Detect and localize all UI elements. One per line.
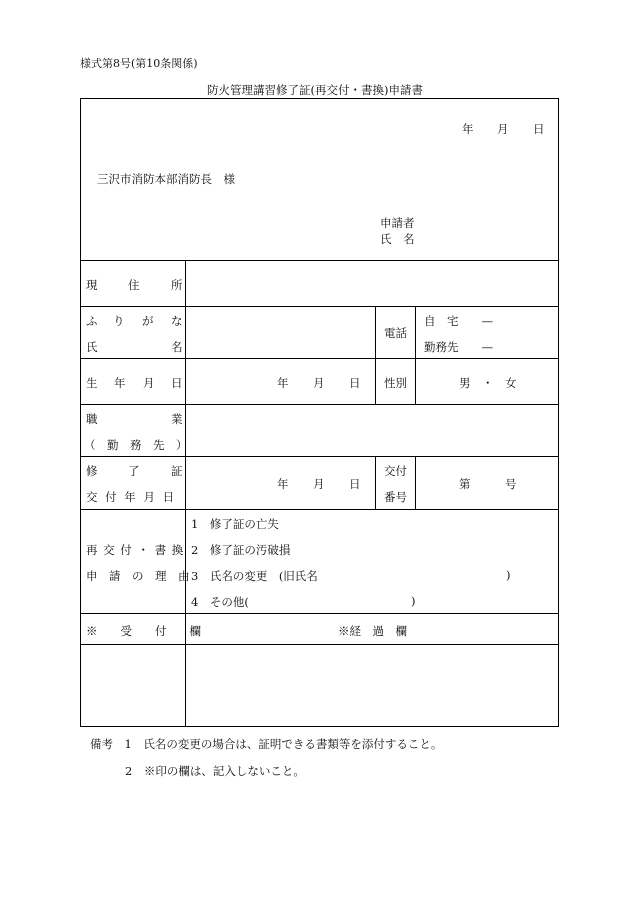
cert-year-label: 年 — [277, 477, 289, 491]
column-divider — [415, 306, 416, 358]
reason-item: 1 修了証の亡失 — [191, 517, 279, 531]
addressee: 三沢市消防本部消防長 様 — [97, 172, 235, 186]
phone-work-label: 勤務先 — — [424, 340, 493, 354]
progress-column-label: ※経 過 欄 — [338, 624, 407, 638]
name-label-char: 氏 — [86, 340, 98, 354]
issue-number-label-top: 交付 — [384, 464, 407, 478]
workplace-label: （ 勤 務 先 ） — [84, 438, 188, 452]
address-label-char: 現 — [86, 278, 98, 292]
row-divider — [80, 613, 559, 614]
address-label-char: 住 — [128, 278, 140, 292]
furigana-label-char: な — [171, 314, 183, 328]
column-divider — [375, 456, 376, 509]
reason-item: 4 その他( — [191, 595, 249, 609]
date-year-label: 年 — [462, 122, 474, 136]
cert-label-char: 修 — [86, 464, 98, 478]
reason-label-top: 再 交 付 ・ 書 換 — [86, 543, 184, 557]
note-2: 2 ※印の欄は、記入しないこと。 — [125, 764, 305, 778]
row-divider — [80, 644, 559, 645]
document-title: 防火管理講習修了証(再交付・書換)申請書 — [207, 83, 423, 97]
row-divider — [80, 404, 559, 405]
column-divider — [375, 358, 376, 404]
cert-month-label: 月 — [313, 477, 325, 491]
row-divider — [80, 456, 559, 457]
applicant-name-label: 氏 名 — [380, 232, 415, 246]
phone-label: 電話 — [384, 326, 407, 340]
reason-item: 3 氏名の変更 (旧氏名 — [191, 569, 318, 583]
furigana-label-char: り — [113, 314, 125, 328]
date-day-label: 日 — [533, 122, 545, 136]
birth-day-label: 日 — [349, 376, 361, 390]
birth-label-char: 日 — [171, 376, 183, 390]
name-label-char: 名 — [171, 340, 183, 354]
issue-number-value: 第 号 — [459, 477, 517, 491]
note-1: 備考 1 氏名の変更の場合は、証明できる書類等を添付すること。 — [90, 737, 443, 751]
row-divider — [80, 358, 559, 359]
birth-year-label: 年 — [277, 376, 289, 390]
column-divider — [415, 456, 416, 509]
furigana-label-char: ふ — [86, 314, 98, 328]
birth-label-char: 生 — [86, 376, 98, 390]
row-divider — [80, 260, 559, 261]
reason-item-close-paren: ) — [411, 594, 416, 608]
reason-label-bottom: 申 請 の 理 由 — [86, 569, 190, 583]
phone-home-label: 自 宅 — — [424, 314, 493, 328]
job-label-char: 職 — [86, 412, 98, 426]
job-label-char: 業 — [171, 412, 183, 426]
sex-options: 男 ・ 女 — [459, 376, 517, 390]
birth-label-char: 月 — [143, 376, 155, 390]
birth-month-label: 月 — [313, 376, 325, 390]
form-number-label: 様式第8号(第10条関係) — [80, 57, 198, 70]
reception-column-label: ※ 受 付 欄 — [86, 624, 201, 638]
row-divider — [80, 306, 559, 307]
address-label-char: 所 — [171, 278, 183, 292]
cert-label-char: 了 — [128, 464, 140, 478]
issue-number-label-bottom: 番号 — [384, 490, 407, 504]
cert-label-char: 証 — [171, 464, 183, 478]
cert-day-label: 日 — [349, 477, 361, 491]
column-divider — [375, 306, 376, 358]
furigana-label-char: が — [142, 314, 154, 328]
reason-item: 2 修了証の汚破損 — [191, 543, 291, 557]
birth-label-char: 年 — [114, 376, 126, 390]
row-divider — [80, 509, 559, 510]
sex-label: 性別 — [384, 376, 407, 390]
column-divider — [415, 358, 416, 404]
applicant-label: 申請者 — [380, 216, 415, 230]
column-divider — [185, 260, 186, 727]
cert-issue-date-label: 交 付 年 月 日 — [86, 490, 175, 504]
date-month-label: 月 — [497, 122, 509, 136]
reason-item-close-paren: ) — [506, 568, 511, 582]
